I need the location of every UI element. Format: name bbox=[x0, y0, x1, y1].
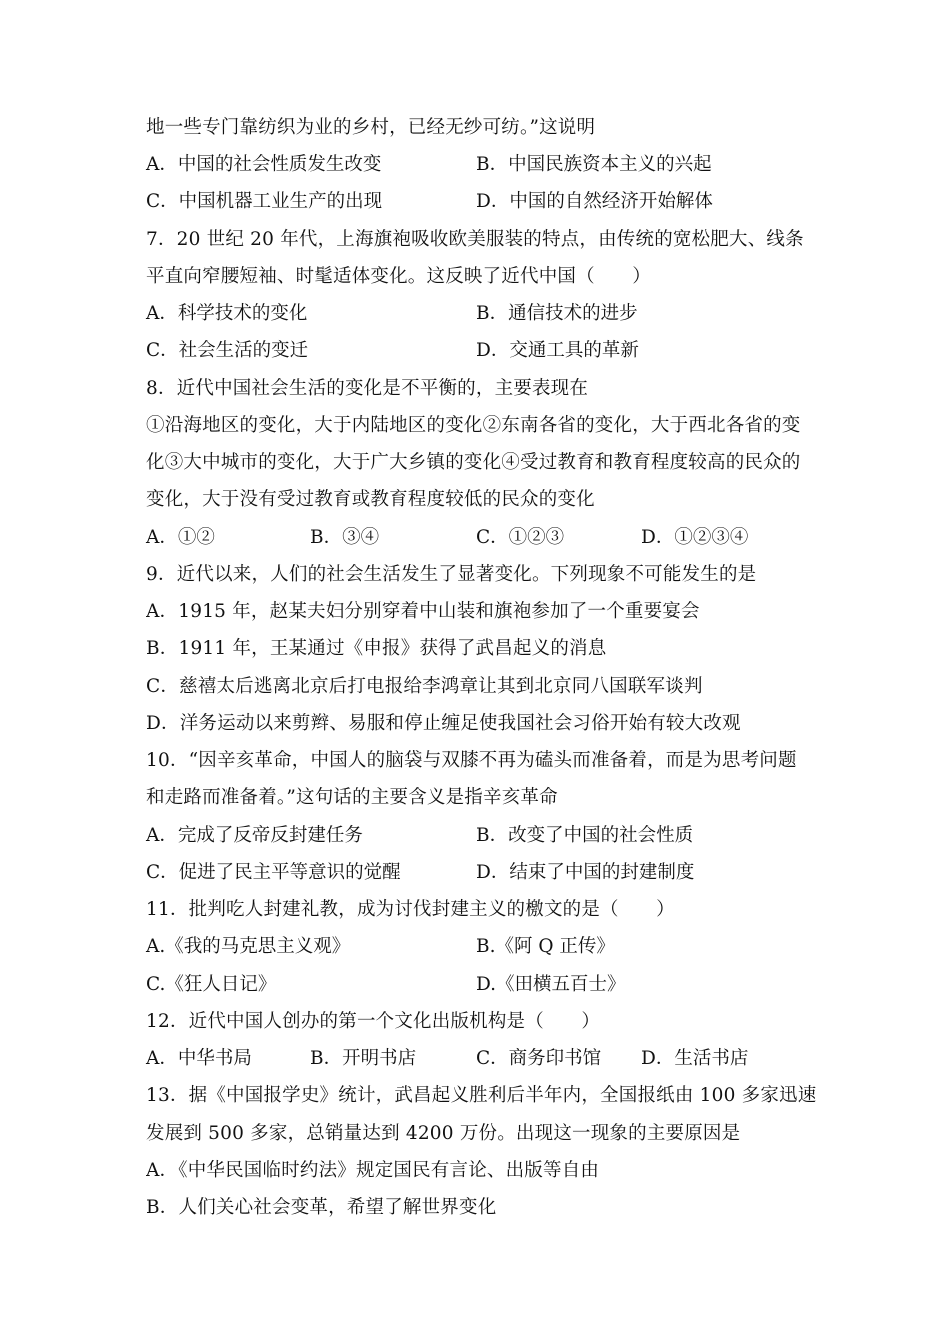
q10-option-b: B．改变了中国的社会性质 bbox=[476, 825, 694, 846]
q6-options-row2 bbox=[146, 183, 816, 220]
q10-options-row1 bbox=[146, 817, 816, 854]
q7-option-c: C．社会生活的变迁 bbox=[146, 340, 309, 361]
q8-stem-line2: ①沿海地区的变化，大于内陆地区的变化②东南各省的变化，大于西北各省的变 bbox=[146, 415, 801, 436]
q10-stem-line1: 10．“因辛亥革命，中国人的脑袋与双膝不再为磕头而准备着，而是为思考问题 bbox=[146, 750, 797, 771]
q10-option-d: D．结束了中国的封建制度 bbox=[476, 862, 695, 883]
q12-stem: 12．近代中国人创办的第一个文化出版机构是（ ） bbox=[146, 1011, 601, 1032]
q8-option-a: A．①② bbox=[146, 527, 215, 548]
q7-option-b: B．通信技术的进步 bbox=[476, 303, 638, 324]
q8-option-d: D．①②③④ bbox=[641, 527, 749, 548]
q8-option-c: C．①②③ bbox=[476, 527, 565, 548]
q8-stem-line1: 8．近代中国社会生活的变化是不平衡的，主要表现在 bbox=[146, 378, 589, 399]
q7-options-row1 bbox=[146, 295, 816, 332]
q11-options-row1 bbox=[146, 928, 816, 965]
q8-stem-line4: 变化，大于没有受过教育或教育程度较低的民众的变化 bbox=[146, 489, 595, 510]
q11-options-row2 bbox=[146, 966, 816, 1003]
q9-option-d: D．洋务运动以来剪辫、易服和停止缠足使我国社会习俗开始有较大改观 bbox=[146, 713, 741, 734]
q6-option-d: D．中国的自然经济开始解体 bbox=[476, 191, 713, 212]
q6-option-b: B．中国民族资本主义的兴起 bbox=[476, 154, 712, 175]
q13-stem-line1: 13．据《中国报学史》统计，武昌起义胜利后半年内，全国报纸由 100 多家迅速 bbox=[146, 1085, 816, 1106]
q12-option-b: B．开明书店 bbox=[310, 1048, 417, 1069]
q12-option-c: C．商务印书馆 bbox=[476, 1048, 602, 1069]
q11-option-a: A.《我的马克思主义观》 bbox=[146, 936, 351, 957]
q12-options-row bbox=[146, 1040, 816, 1077]
q10-stem-line2: 和走路而准备着。”这句话的主要含义是指辛亥革命 bbox=[146, 787, 558, 808]
q9-option-b: B．1911 年，王某通过《申报》获得了武昌起义的消息 bbox=[146, 638, 607, 659]
q6-option-a: A．中国的社会性质发生改变 bbox=[146, 154, 382, 175]
q13-option-b: B．人们关心社会变革，希望了解世界变化 bbox=[146, 1197, 497, 1218]
q10-options-row2 bbox=[146, 854, 816, 891]
q13-option-a: A．《中华民国临时约法》规定国民有言论、出版等自由 bbox=[146, 1160, 600, 1181]
q7-stem-line2: 平直向窄腰短袖、时髦适体变化。这反映了近代中国（ ） bbox=[146, 266, 651, 287]
q9-stem: 9．近代以来，人们的社会生活发生了显著变化。下列现象不可能发生的是 bbox=[146, 564, 757, 585]
q6-options-row1 bbox=[146, 146, 816, 183]
q9-option-c: C．慈禧太后逃离北京后打电报给李鸿章让其到北京同八国联军谈判 bbox=[146, 676, 703, 697]
q12-option-a: A．中华书局 bbox=[146, 1048, 252, 1069]
q10-option-c: C．促进了民主平等意识的觉醒 bbox=[146, 862, 401, 883]
q6-stem-tail: 地一些专门靠纺织为业的乡村，已经无纱可纺。”这说明 bbox=[146, 117, 596, 138]
q7-options-row2 bbox=[146, 332, 816, 369]
q6-option-c: C．中国机器工业生产的出现 bbox=[146, 191, 383, 212]
q7-option-d: D．交通工具的革新 bbox=[476, 340, 639, 361]
q11-option-c: C.《狂人日记》 bbox=[146, 974, 277, 995]
q10-option-a: A．完成了反帝反封建任务 bbox=[146, 825, 363, 846]
q13-stem-line2: 发展到 500 多家，总销量达到 4200 万份。出现这一现象的主要原因是 bbox=[146, 1123, 741, 1144]
q11-stem: 11．批判吃人封建礼教，成为讨伐封建主义的檄文的是（ ） bbox=[146, 899, 675, 920]
q7-stem-line1: 7．20 世纪 20 年代，上海旗袍吸收欧美服装的特点，由传统的宽松肥大、线条 bbox=[146, 229, 804, 250]
q7-option-a: A．科学技术的变化 bbox=[146, 303, 308, 324]
q12-option-d: D．生活书店 bbox=[641, 1048, 749, 1069]
q11-option-b: B.《阿 Q 正传》 bbox=[476, 936, 615, 957]
q11-option-d: D.《田横五百士》 bbox=[476, 974, 626, 995]
q8-stem-line3: 化③大中城市的变化，大于广大乡镇的变化④受过教育和教育程度较高的民众的 bbox=[146, 452, 801, 473]
q8-option-b: B．③④ bbox=[310, 527, 380, 548]
q9-option-a: A．1915 年，赵某夫妇分别穿着中山装和旗袍参加了一个重要宴会 bbox=[146, 601, 700, 622]
q8-options-row bbox=[146, 519, 816, 556]
